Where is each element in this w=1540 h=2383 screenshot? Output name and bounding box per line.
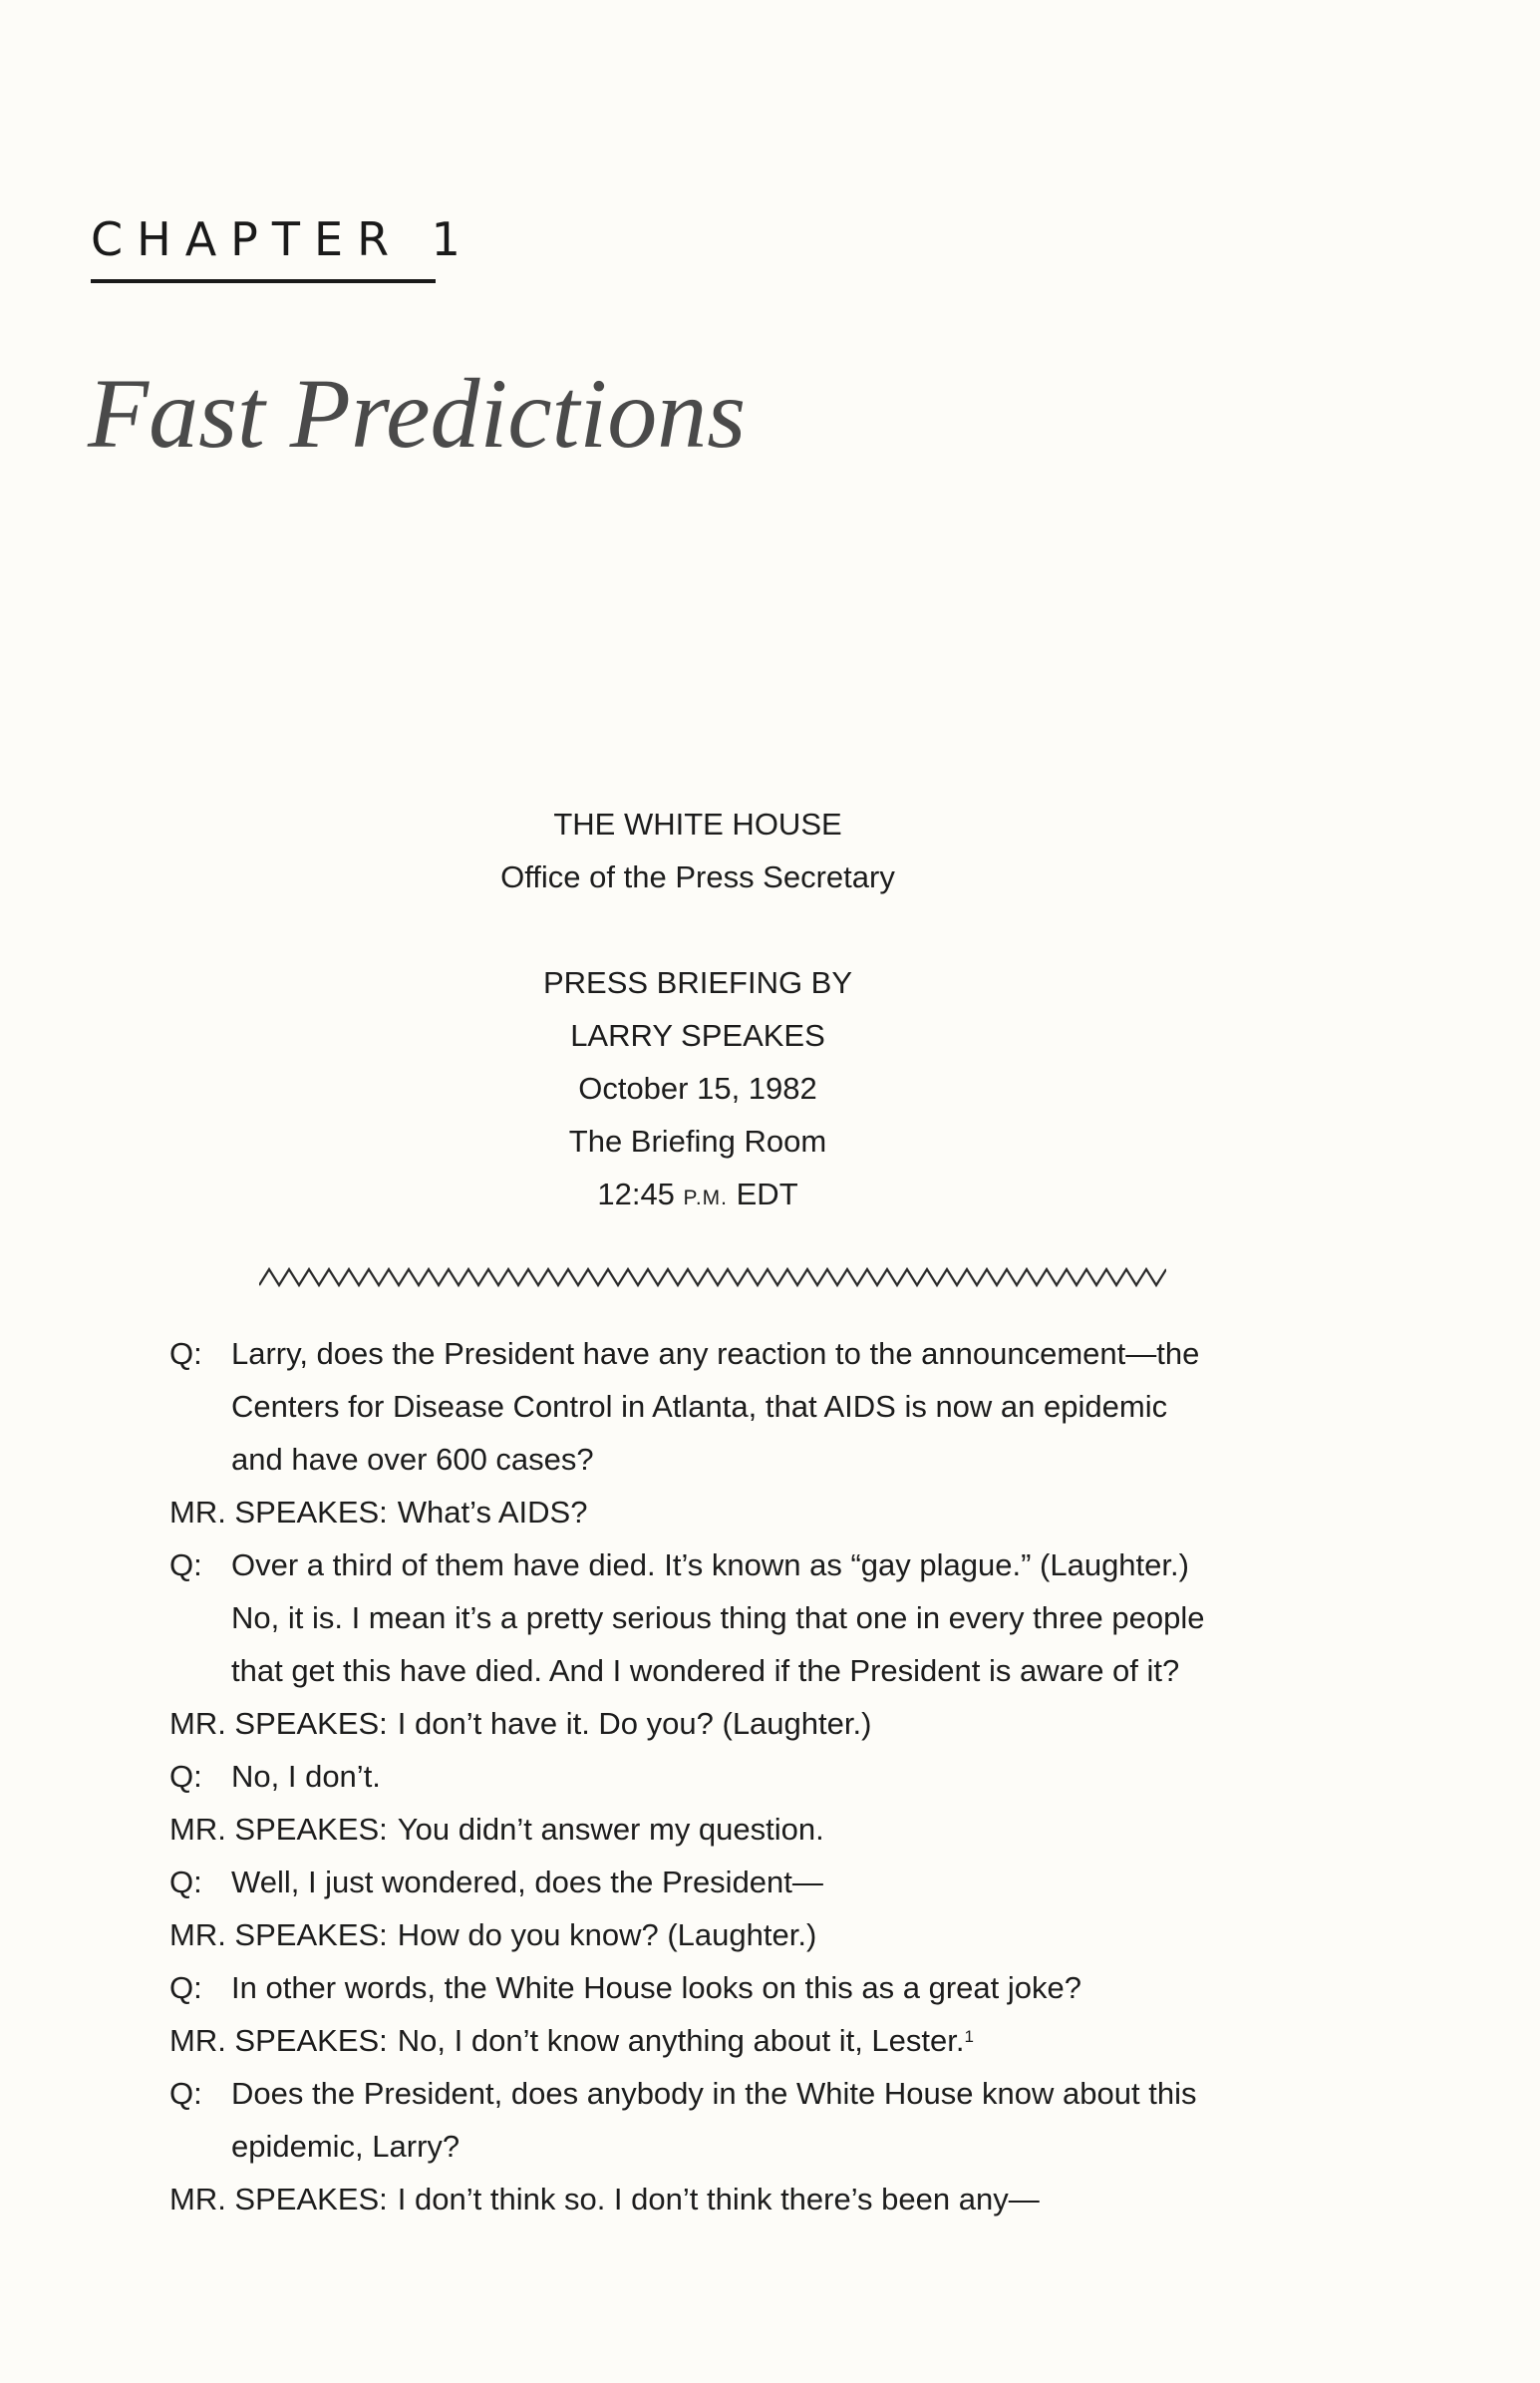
header-time-number: 12:45 <box>597 1177 684 1211</box>
text-line: epidemic, Larry? <box>231 2129 461 2164</box>
chapter-rule <box>91 279 436 283</box>
zigzag-divider <box>259 1266 1166 1288</box>
question-label: Q: <box>169 1336 202 1371</box>
speaker-label: MR. SPEAKES: <box>169 1495 388 1530</box>
answer-text: I don’t think so. I don’t think there’s been any— <box>397 2182 1040 2216</box>
answer-text: I don’t have it. Do you? (Laughter.) <box>397 1706 872 1741</box>
question-entry <box>169 1961 1276 2014</box>
header-gap <box>299 903 1096 956</box>
header-org: THE WHITE HOUSE <box>553 807 842 842</box>
text-line: Centers for Disease Control in Atlanta, that AIDS is now an epidemic <box>231 1389 1168 1424</box>
speakes-entry <box>169 1908 1276 1961</box>
speaker-label: MR. SPEAKES: <box>169 1917 388 1952</box>
text-line: In other words, the White House looks on this as a great joke? <box>231 1970 1081 2005</box>
text-line: Does the President, does anybody in the White House know about this <box>231 2076 1197 2111</box>
chapter-label: CHAPTER 1 <box>91 212 474 266</box>
text-line: Well, I just wondered, does the President— <box>231 1865 823 1899</box>
text-line: Larry, does the President have any reaction to the announcement—the <box>231 1336 1200 1371</box>
speaker-label: MR. SPEAKES: <box>169 1706 388 1741</box>
text-line: Over a third of them have died. It’s known as “gay plague.” (Laughter.) <box>231 1547 1189 1582</box>
question-label: Q: <box>169 1759 202 1794</box>
header-time-ampm: P.M. <box>683 1187 729 1209</box>
header-room: The Briefing Room <box>568 1124 827 1159</box>
speaker-label: MR. SPEAKES: <box>169 2023 388 2058</box>
question-label: Q: <box>169 1865 202 1899</box>
chapter-title: Fast Predictions <box>88 358 747 469</box>
transcript <box>169 1327 1276 2225</box>
text-line: and have over 600 cases? <box>231 1442 594 1477</box>
question-text <box>231 1856 823 1908</box>
speakes-entry <box>169 1803 1276 1856</box>
speakes-entry <box>169 2173 1276 2225</box>
header-office: Office of the Press Secretary <box>500 859 895 894</box>
question-text <box>231 1750 381 1803</box>
speakes-entry <box>169 2014 1276 2067</box>
answer-text: How do you know? (Laughter.) <box>397 1917 817 1952</box>
question-entry <box>169 1538 1276 1697</box>
question-label: Q: <box>169 1970 202 2005</box>
text-line: that get this have died. And I wondered if the President is aware of it? <box>231 1653 1180 1688</box>
answer-text: What’s AIDS? <box>397 1495 588 1530</box>
question-entry <box>169 2067 1276 2173</box>
speakes-entry <box>169 1486 1276 1538</box>
text-line: No, it is. I mean it’s a pretty serious thing that one in every three people <box>231 1600 1205 1635</box>
question-entry <box>169 1327 1276 1486</box>
footnote-marker[interactable]: 1 <box>964 2027 974 2046</box>
question-text <box>231 1538 1204 1697</box>
speaker-label: MR. SPEAKES: <box>169 1812 388 1847</box>
speaker-label: MR. SPEAKES: <box>169 2182 388 2216</box>
question-text <box>231 1961 1081 2014</box>
header-date: October 15, 1982 <box>578 1071 817 1106</box>
briefing-header <box>299 798 1096 1224</box>
question-label: Q: <box>169 1547 202 1582</box>
header-briefing: PRESS BRIEFING BY <box>542 965 853 1000</box>
question-entry <box>169 1750 1276 1803</box>
text-line: No, I don’t. <box>231 1759 381 1794</box>
answer-text: You didn’t answer my question. <box>397 1812 824 1847</box>
answer-text: No, I don’t know anything about it, Lester. <box>397 2023 965 2058</box>
header-speaker: LARRY SPEAKES <box>570 1018 825 1053</box>
question-entry <box>169 1856 1276 1908</box>
header-time-zone: EDT <box>728 1177 798 1211</box>
question-text <box>231 2067 1196 2173</box>
speakes-entry <box>169 1697 1276 1750</box>
question-text <box>231 1327 1199 1486</box>
header-time <box>299 1168 1096 1224</box>
question-label: Q: <box>169 2076 202 2111</box>
